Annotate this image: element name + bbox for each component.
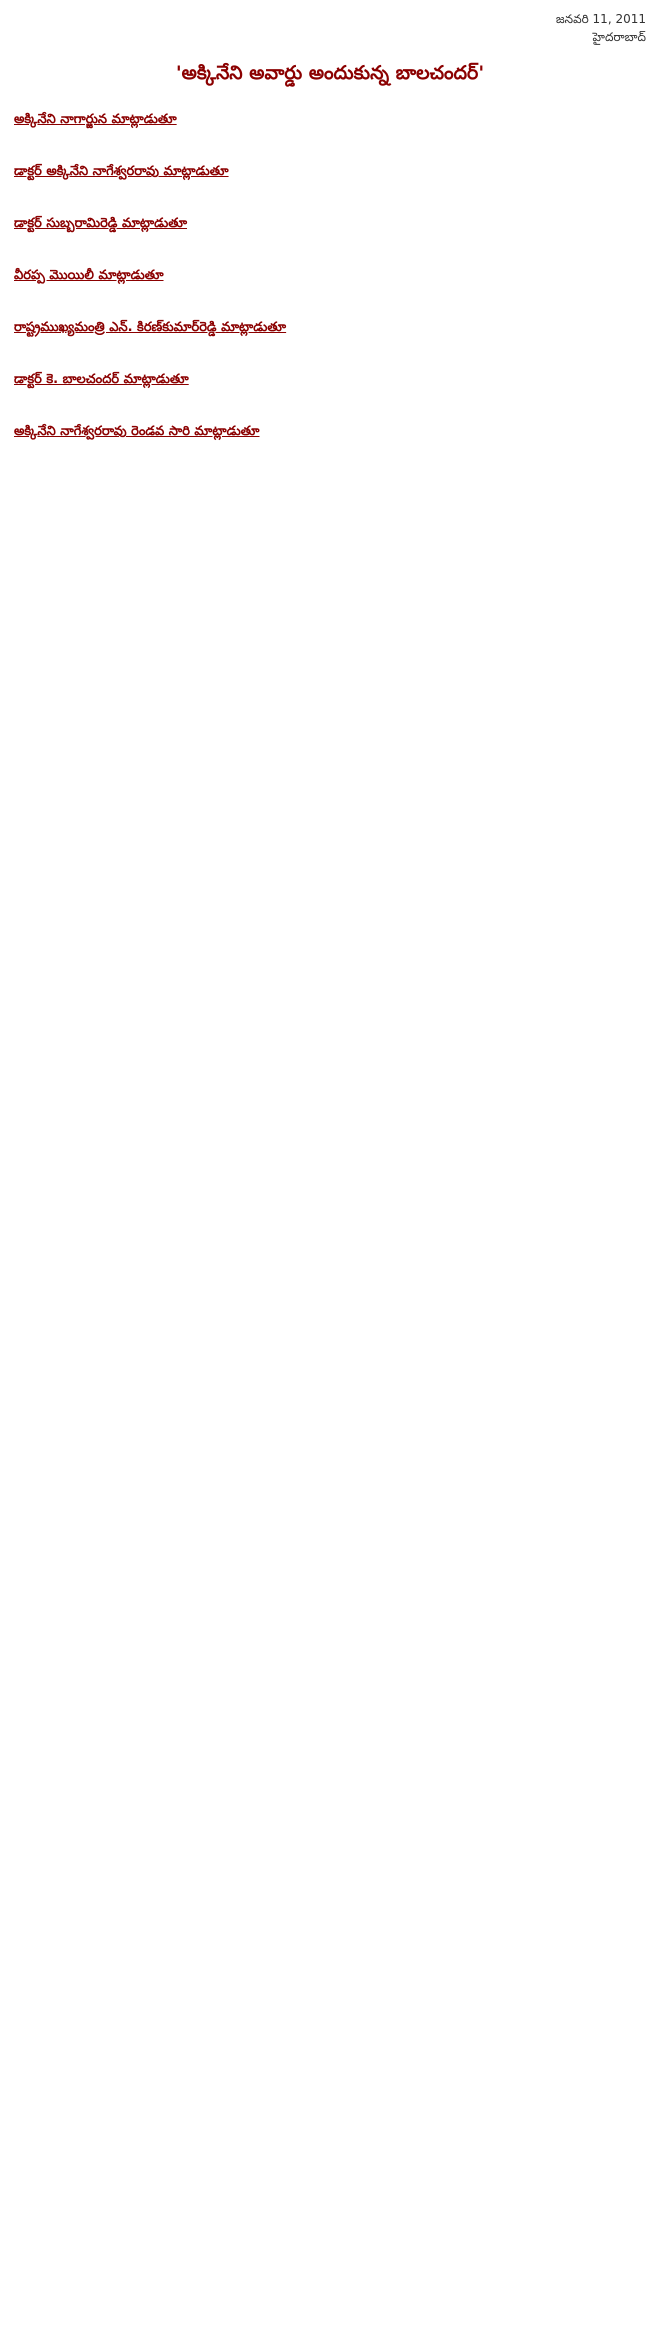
speaker-section xyxy=(14,364,646,400)
section-heading: డాక్టర్ కె. బాలచందర్ మాట్లాడుతూ xyxy=(14,372,189,387)
speaker-section xyxy=(14,156,646,192)
section-heading: రాష్ట్రముఖ్యమంత్రి ఎన్. కిరణ్‌కుమార్‌రెడ్డి మాట్లాడుతూ xyxy=(14,320,287,335)
article-meta xyxy=(14,10,646,46)
speaker-section xyxy=(14,416,646,452)
section-heading: అక్కినేని నాగార్జున మాట్లాడుతూ xyxy=(14,112,177,127)
section-heading: వీరప్ప మొయిలీ మాట్లాడుతూ xyxy=(14,268,164,283)
article-date: జనవరి 11, 2011 xyxy=(555,12,646,26)
speaker-section xyxy=(14,312,646,348)
section-heading: అక్కినేని నాగేశ్వరరావు రెండవ సారి మాట్లాడుతూ xyxy=(14,424,260,439)
speaker-section xyxy=(14,260,646,296)
speaker-section xyxy=(14,104,646,140)
article-headline: 'అక్కినేని అవార్డు అందుకున్న బాలచందర్' xyxy=(175,62,485,84)
article-place: హైదరాబాద్ xyxy=(592,30,646,44)
article-sections xyxy=(14,104,646,452)
section-heading: డాక్టర్ అక్కినేని నాగేశ్వరరావు మాట్లాడుతూ xyxy=(14,164,229,179)
speaker-section xyxy=(14,208,646,244)
section-heading: డాక్టర్ సుబ్బరామిరెడ్డి మాట్లాడుతూ xyxy=(14,216,188,231)
